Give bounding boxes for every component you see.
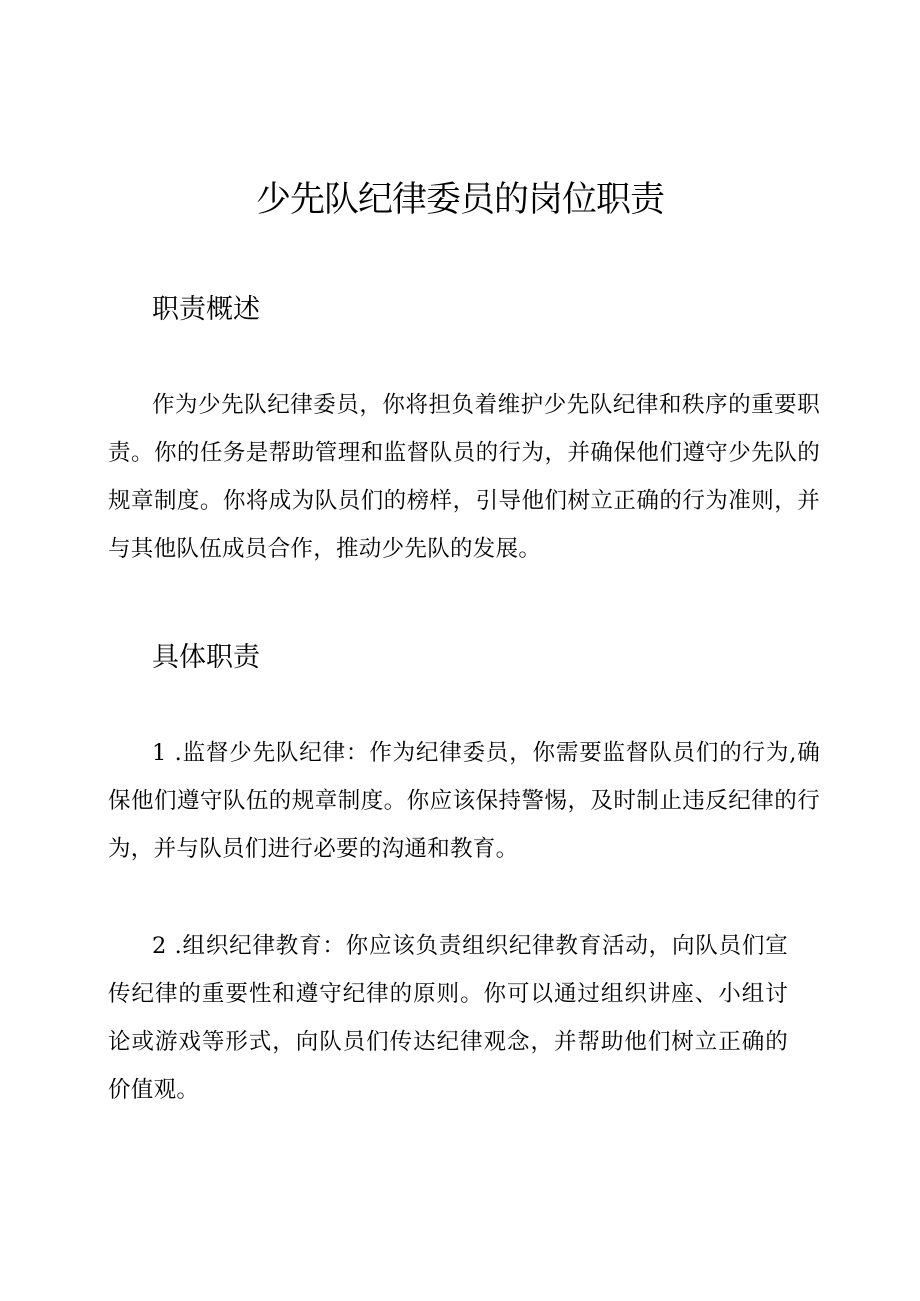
duty-item-2: 2 .组织纪律教育：你应该负责组织纪律教育活动，向队员们宣传纪律的重要性和遵守纪律的原则。你可以通过组织讲座、小组讨论或游戏等形式，向队员们传达纪律观念，并帮助他们树立正确的价值观。 (108, 933, 788, 1103)
section-heading-overview: 职责概述 (152, 294, 260, 325)
duty-item-1: 1 .监督少先队纪律：作为纪律委员，你需要监督队员们的行为,确保他们遵守队伍的规章制度。你应该保持警惕，及时制止违反纪律的行为，并与队员们进行必要的沟通和教育。 (108, 740, 820, 862)
overview-paragraph: 作为少先队纪律委员，你将担负着维护少先队纪律和秩序的重要职责。你的任务是帮助管理和监督队员的行为，并确保他们遵守少先队的规章制度。你将成为队员们的榜样，引导他们树立正确的行为准则，并与其他队伍成员合作，推动少先队的发展。 (108, 392, 820, 562)
document-title: 少先队纪律委员的岗位职责 (255, 180, 664, 220)
section-heading-details: 具体职责 (152, 642, 260, 673)
